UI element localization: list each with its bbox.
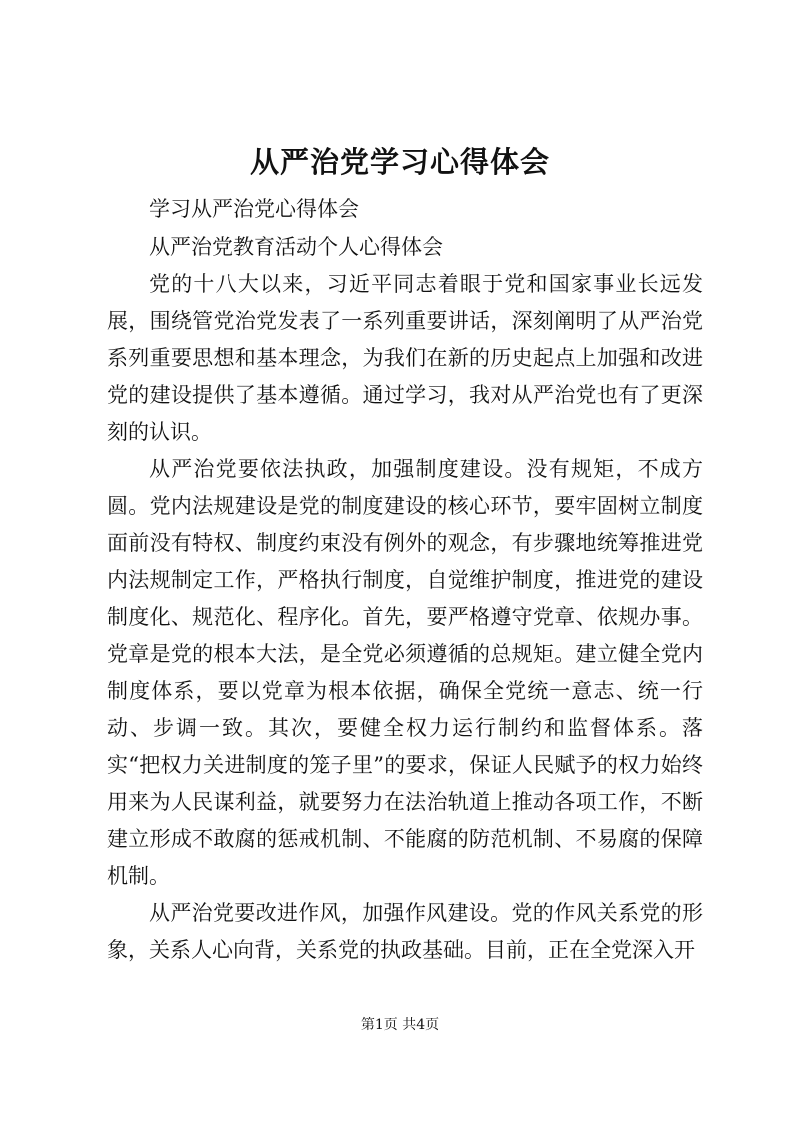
body-paragraph: 从严治党要改进作风，加强作风建设。党的作风关系党的形象，关系人心向背，关系党的执政基础。目前，正在全党深入开 — [107, 901, 703, 962]
document-title: 从严治党学习心得体会 — [249, 145, 550, 179]
page-footer: 第1页 共4页 — [360, 1017, 440, 1033]
subtitle-paragraph: 从严治党教育活动个人心得体会 — [149, 235, 443, 259]
document-body — [107, 190, 703, 969]
subtitle-paragraph: 学习从严治党心得体会 — [149, 197, 359, 221]
body-paragraph: 党的十八大以来，习近平同志着眼于党和国家事业长远发展，围绕管党治党发表了一系列重要讲话，深刻阐明了从严治党系列重要思想和基本理念，为我们在新的历史起点上加强和改进党的建设提供了基本遵循。通过学习，我对从严治党也有了更深刻的认识。 — [107, 272, 703, 444]
body-paragraph: 从严治党要依法执政，加强制度建设。没有规矩，不成方圆。党内法规建设是党的制度建设的核心环节，要牢固树立制度面前没有特权、制度约束没有例外的观念，有步骤地统筹推进党内法规制定工作，严格执行制度，自觉维护制度，推进党的建设制度化、规范化、程序化。首先，要严格遵守党章、依规办事。党章是党的根本大法，是全党必须遵循的总规矩。建立健全党内制度体系，要以党章为根本依据，确保全党统一意志、统一行动、步调一致。其次，要健全权力运行制约和监督体系。落实“把权力关进制度的笼子里”的要求，保证人民赋予的权力始终用来为人民谋利益，就要努力在法治轨道上推动各项工作，不断建立形成不敢腐的惩戒机制、不能腐的防范机制、不易腐的保障机制。 — [107, 457, 703, 888]
